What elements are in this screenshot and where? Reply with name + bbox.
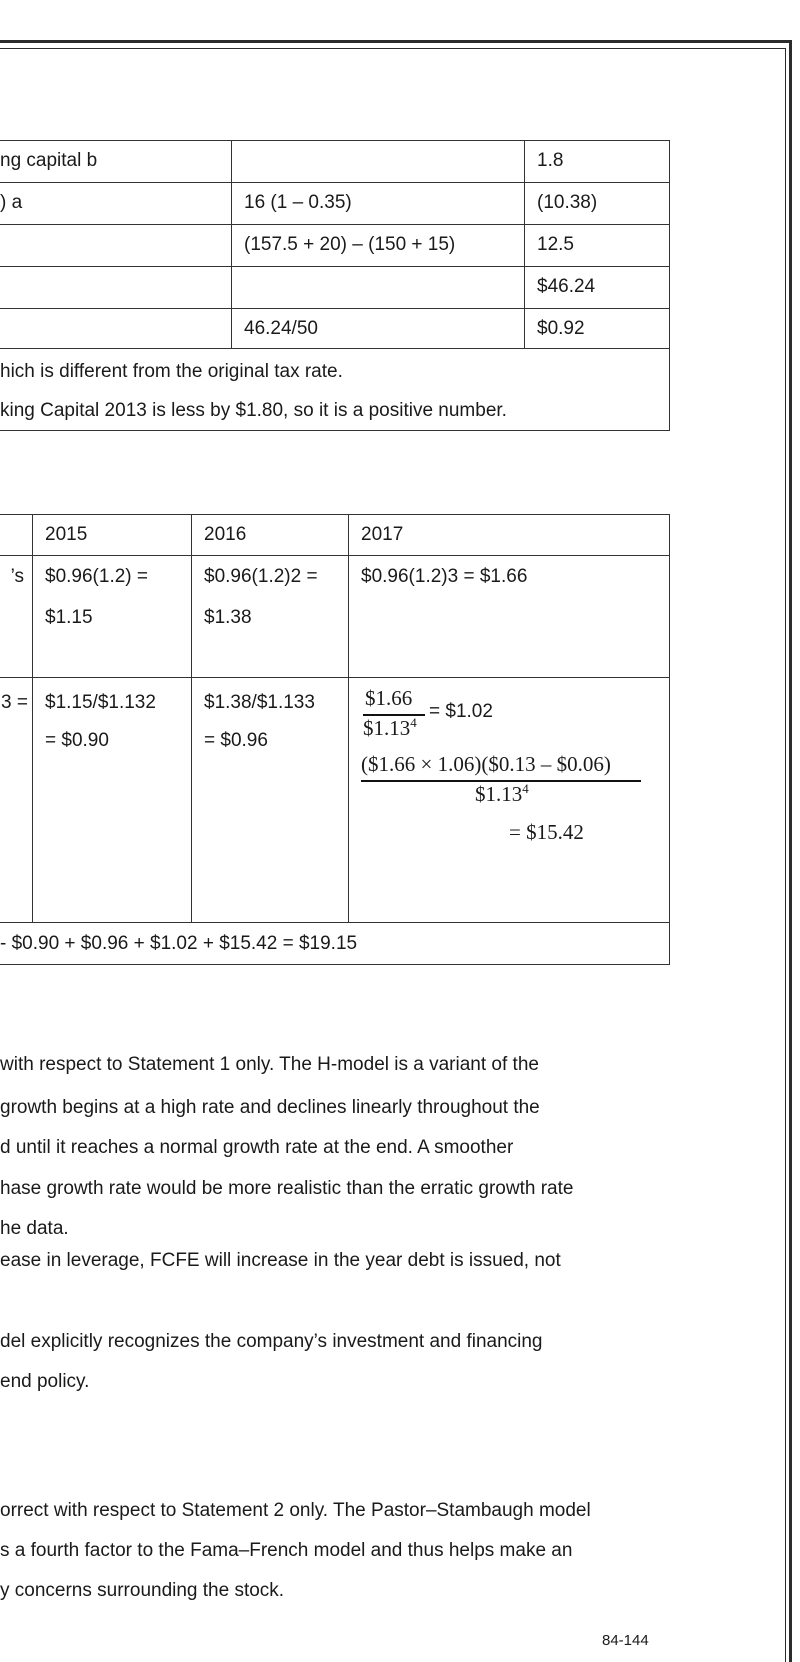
table-row-dividends [0, 556, 670, 678]
row-formula: 16 (1 – 0.35) [232, 183, 525, 225]
cell-2017: $0.96(1.2)3 = $1.66 [349, 556, 670, 678]
row-label [0, 225, 232, 267]
header-2015: 2015 [33, 515, 192, 556]
table-total-row [0, 923, 670, 965]
row-value: 12.5 [525, 225, 670, 267]
table-row-present-value [0, 678, 670, 923]
table-notes-row [0, 349, 670, 431]
row-value: (10.38) [525, 183, 670, 225]
paragraph-line: ease in leverage, FCFE will increase in the year debt is issued, not [0, 1250, 561, 1271]
page-border-top-inner [0, 48, 786, 49]
dividend-table [0, 514, 670, 965]
page-border-right [789, 40, 792, 1662]
paragraph-line: he data. [0, 1218, 69, 1239]
calculation-table [0, 140, 670, 431]
table-header-row [0, 515, 670, 556]
page-border-right-inner [785, 48, 786, 1662]
cell-2016: $1.38/$1.133 = $0.96 [192, 678, 349, 923]
header-blank [0, 515, 33, 556]
paragraph-line: end policy. [0, 1371, 90, 1392]
fraction-2-result: = $15.42 [509, 820, 584, 844]
table-row [0, 309, 670, 349]
paragraph-line: growth begins at a high rate and declines linearly throughout the [0, 1097, 540, 1118]
fraction-1-result: = $1.02 [429, 701, 493, 722]
table-row [0, 183, 670, 225]
row-label: 3 = [0, 678, 33, 923]
total-cell: - $0.90 + $0.96 + $1.02 + $15.42 = $19.15 [0, 923, 670, 965]
cell-2016: $0.96(1.2)2 = $1.38 [192, 556, 349, 678]
paragraph-line: with respect to Statement 1 only. The H-model is a variant of the [0, 1054, 539, 1075]
note-line: hich is different from the original tax rate. [0, 361, 343, 382]
note-line: king Capital 2013 is less by $1.80, so it is a positive number. [0, 400, 507, 421]
paragraph-line: d until it reaches a normal growth rate at the end. A smoother [0, 1137, 514, 1158]
cell-2017 [349, 678, 670, 923]
row-label: ’s [0, 556, 33, 678]
paragraph-line: s a fourth factor to the Fama–French model and thus helps make an [0, 1540, 573, 1561]
fraction-2-numerator: ($1.66 × 1.06)($0.13 – $0.06) [361, 752, 611, 776]
fraction-2-denominator: $1.13$^4$ [475, 781, 529, 806]
table-row [0, 225, 670, 267]
row-label [0, 267, 232, 309]
cell-2015: $0.96(1.2) = $1.15 [33, 556, 192, 678]
paragraph-line: hase growth rate would be more realistic than the erratic growth rate [0, 1178, 574, 1199]
table-notes [0, 349, 670, 431]
header-2017: 2017 [349, 515, 670, 556]
table-row [0, 267, 670, 309]
page-number: 84-144 [602, 1632, 649, 1649]
fraction-1-numerator: $1.66 [365, 686, 413, 710]
row-value: 1.8 [525, 141, 670, 183]
row-value: $0.92 [525, 309, 670, 349]
paragraph-line: orrect with respect to Statement 2 only. The Pastor–Stambaugh model [0, 1500, 591, 1521]
paragraph-line: y concerns surrounding the stock. [0, 1580, 285, 1601]
row-formula [232, 267, 525, 309]
row-formula: 46.24/50 [232, 309, 525, 349]
row-label: ) a [0, 183, 232, 225]
page-border-top [0, 40, 792, 43]
table-row [0, 141, 670, 183]
row-formula [232, 141, 525, 183]
row-label [0, 309, 232, 349]
row-label: ng capital b [0, 141, 232, 183]
header-2016: 2016 [192, 515, 349, 556]
paragraph-line: del explicitly recognizes the company’s investment and financing [0, 1331, 543, 1352]
fraction-1-denominator: $1.13$^4$ [363, 715, 417, 740]
cell-2015: $1.15/$1.132 = $0.90 [33, 678, 192, 923]
row-formula: (157.5 + 20) – (150 + 15) [232, 225, 525, 267]
formula-block [349, 678, 669, 922]
row-value: $46.24 [525, 267, 670, 309]
